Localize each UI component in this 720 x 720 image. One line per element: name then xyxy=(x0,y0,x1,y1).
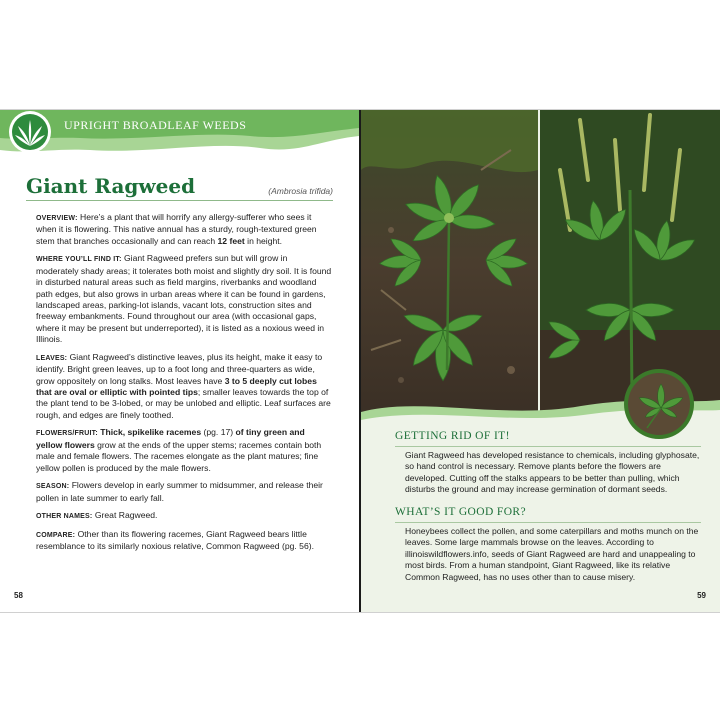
compare-label: COMPARE: xyxy=(36,531,76,539)
good-for-divider xyxy=(395,522,701,523)
season-text: Flowers develop in early summer to midsummer, and release their pollen in late summer to early fall. xyxy=(36,480,323,503)
left-page xyxy=(0,110,359,612)
season-label: SEASON: xyxy=(36,483,70,491)
compare-paragraph xyxy=(36,529,332,553)
where-paragraph xyxy=(36,253,332,345)
leaves-label: LEAVES: xyxy=(36,354,68,362)
other-names-paragraph xyxy=(36,510,332,522)
book-spread xyxy=(0,109,720,613)
season-paragraph xyxy=(36,480,332,504)
flowers-text-1: (pg. 17) xyxy=(201,427,236,438)
weed-category-icon xyxy=(6,110,54,158)
getting-rid-text: Giant Ragweed has developed resistance to chemicals, including glyphosate, so hand control is necessary. Remove plants before the flowers are developed. Cutting off the stalks appears to be better than pulling, which disturbs the ground and may increase germination of dormant seeds. xyxy=(405,450,700,495)
plant-latin-name: (Ambrosia trifida) xyxy=(268,186,333,196)
flowers-paragraph xyxy=(36,427,332,474)
compare-text: Other than its flowering racemes, Giant Ragweed bears little resemblance to its similarly noxious relative, Common Ragweed (pg. 56). xyxy=(36,528,314,552)
other-names-text: Great Ragweed. xyxy=(94,510,158,521)
leaves-text-end: ; smaller leaves towards the top of the plant tend to be 3-lobed, or may be unlobed and elliptic. Leaf surfaces are rough, and edges are finely toothed. xyxy=(36,387,331,420)
leaves-text: Giant Ragweed’s distinctive leaves, plus its height, make it easy to identify. Bright green leaves, up to a foot long and three-quarters as wide, grow oppositely on long stalks. Most leaves have xyxy=(36,351,323,386)
leaves-highlight: 3 to 5 deeply cut lobes that are oval or elliptic with pointed tips xyxy=(36,375,317,398)
plant-common-name: Giant Ragweed xyxy=(26,174,196,198)
leaf-detail-inset xyxy=(623,368,695,440)
overview-highlight: 12 feet xyxy=(217,235,245,246)
section-title: UPRIGHT BROADLEAF WEEDS xyxy=(64,118,247,132)
overview-paragraph xyxy=(36,212,332,247)
flowers-highlight-2: of tiny green and yellow flowers xyxy=(36,427,305,450)
overview-text-end: in height. xyxy=(244,235,283,246)
other-names-label: OTHER NAMES: xyxy=(36,513,93,521)
flowers-label: FLOWERS/FRUIT: xyxy=(36,430,98,438)
good-for-heading: WHAT’S IT GOOD FOR? xyxy=(395,506,527,518)
leaves-paragraph xyxy=(36,352,332,421)
flowers-highlight-1: Thick, spikelike racemes xyxy=(100,427,202,438)
where-text: Giant Ragweed prefers sun but will grow in moderately shady areas; it tolerates both moist and slightly dry soil. It is found in disturbed natural areas such as field margins, riverbanks and woodland path edges, but also grows in urban areas where it can be found in gardens, landscaped areas, parking-lot islands, vacant lots, construction sites and freeway embankments. Found throughout our area (with occasional gaps, where it may be present but underreported), it is listed as a noxious weed in Illinois. xyxy=(36,253,332,345)
good-for-text: Honeybees collect the pollen, and some caterpillars and moths munch on the leaves. Some large mammals browse on the leaves. According to illinoiswildflowers.info, seeds of Giant Ragweed are hard and unappealing to most birds. From a human standpoint, Giant Ragweed, like its relative Common Ragweed, has no uses other than to cause misery. xyxy=(405,526,699,582)
flowers-text-2: grow at the ends of the upper stems; racemes contain both male and female flowers. The racemes elongate as the plant matures; fine yellow pollen is produced by the male flowers. xyxy=(36,439,322,473)
getting-rid-divider xyxy=(395,446,701,447)
getting-rid-heading: GETTING RID OF IT! xyxy=(395,430,510,442)
overview-text: Here’s a plant that will horrify any allergy-sufferer who sees it when it is flowering. This native annual has a sturdy, rough-textured green stem that branches occasionally and can reach xyxy=(36,212,317,246)
title-divider xyxy=(26,200,333,201)
plant-description xyxy=(36,212,332,559)
overview-label: OVERVIEW: xyxy=(36,215,78,222)
plant-photo-closeup xyxy=(361,110,538,418)
page-number-left: 58 xyxy=(14,591,23,600)
page-number-right: 59 xyxy=(697,591,706,600)
right-page xyxy=(361,110,720,612)
where-label: WHERE YOU’LL FIND IT: xyxy=(36,256,122,264)
